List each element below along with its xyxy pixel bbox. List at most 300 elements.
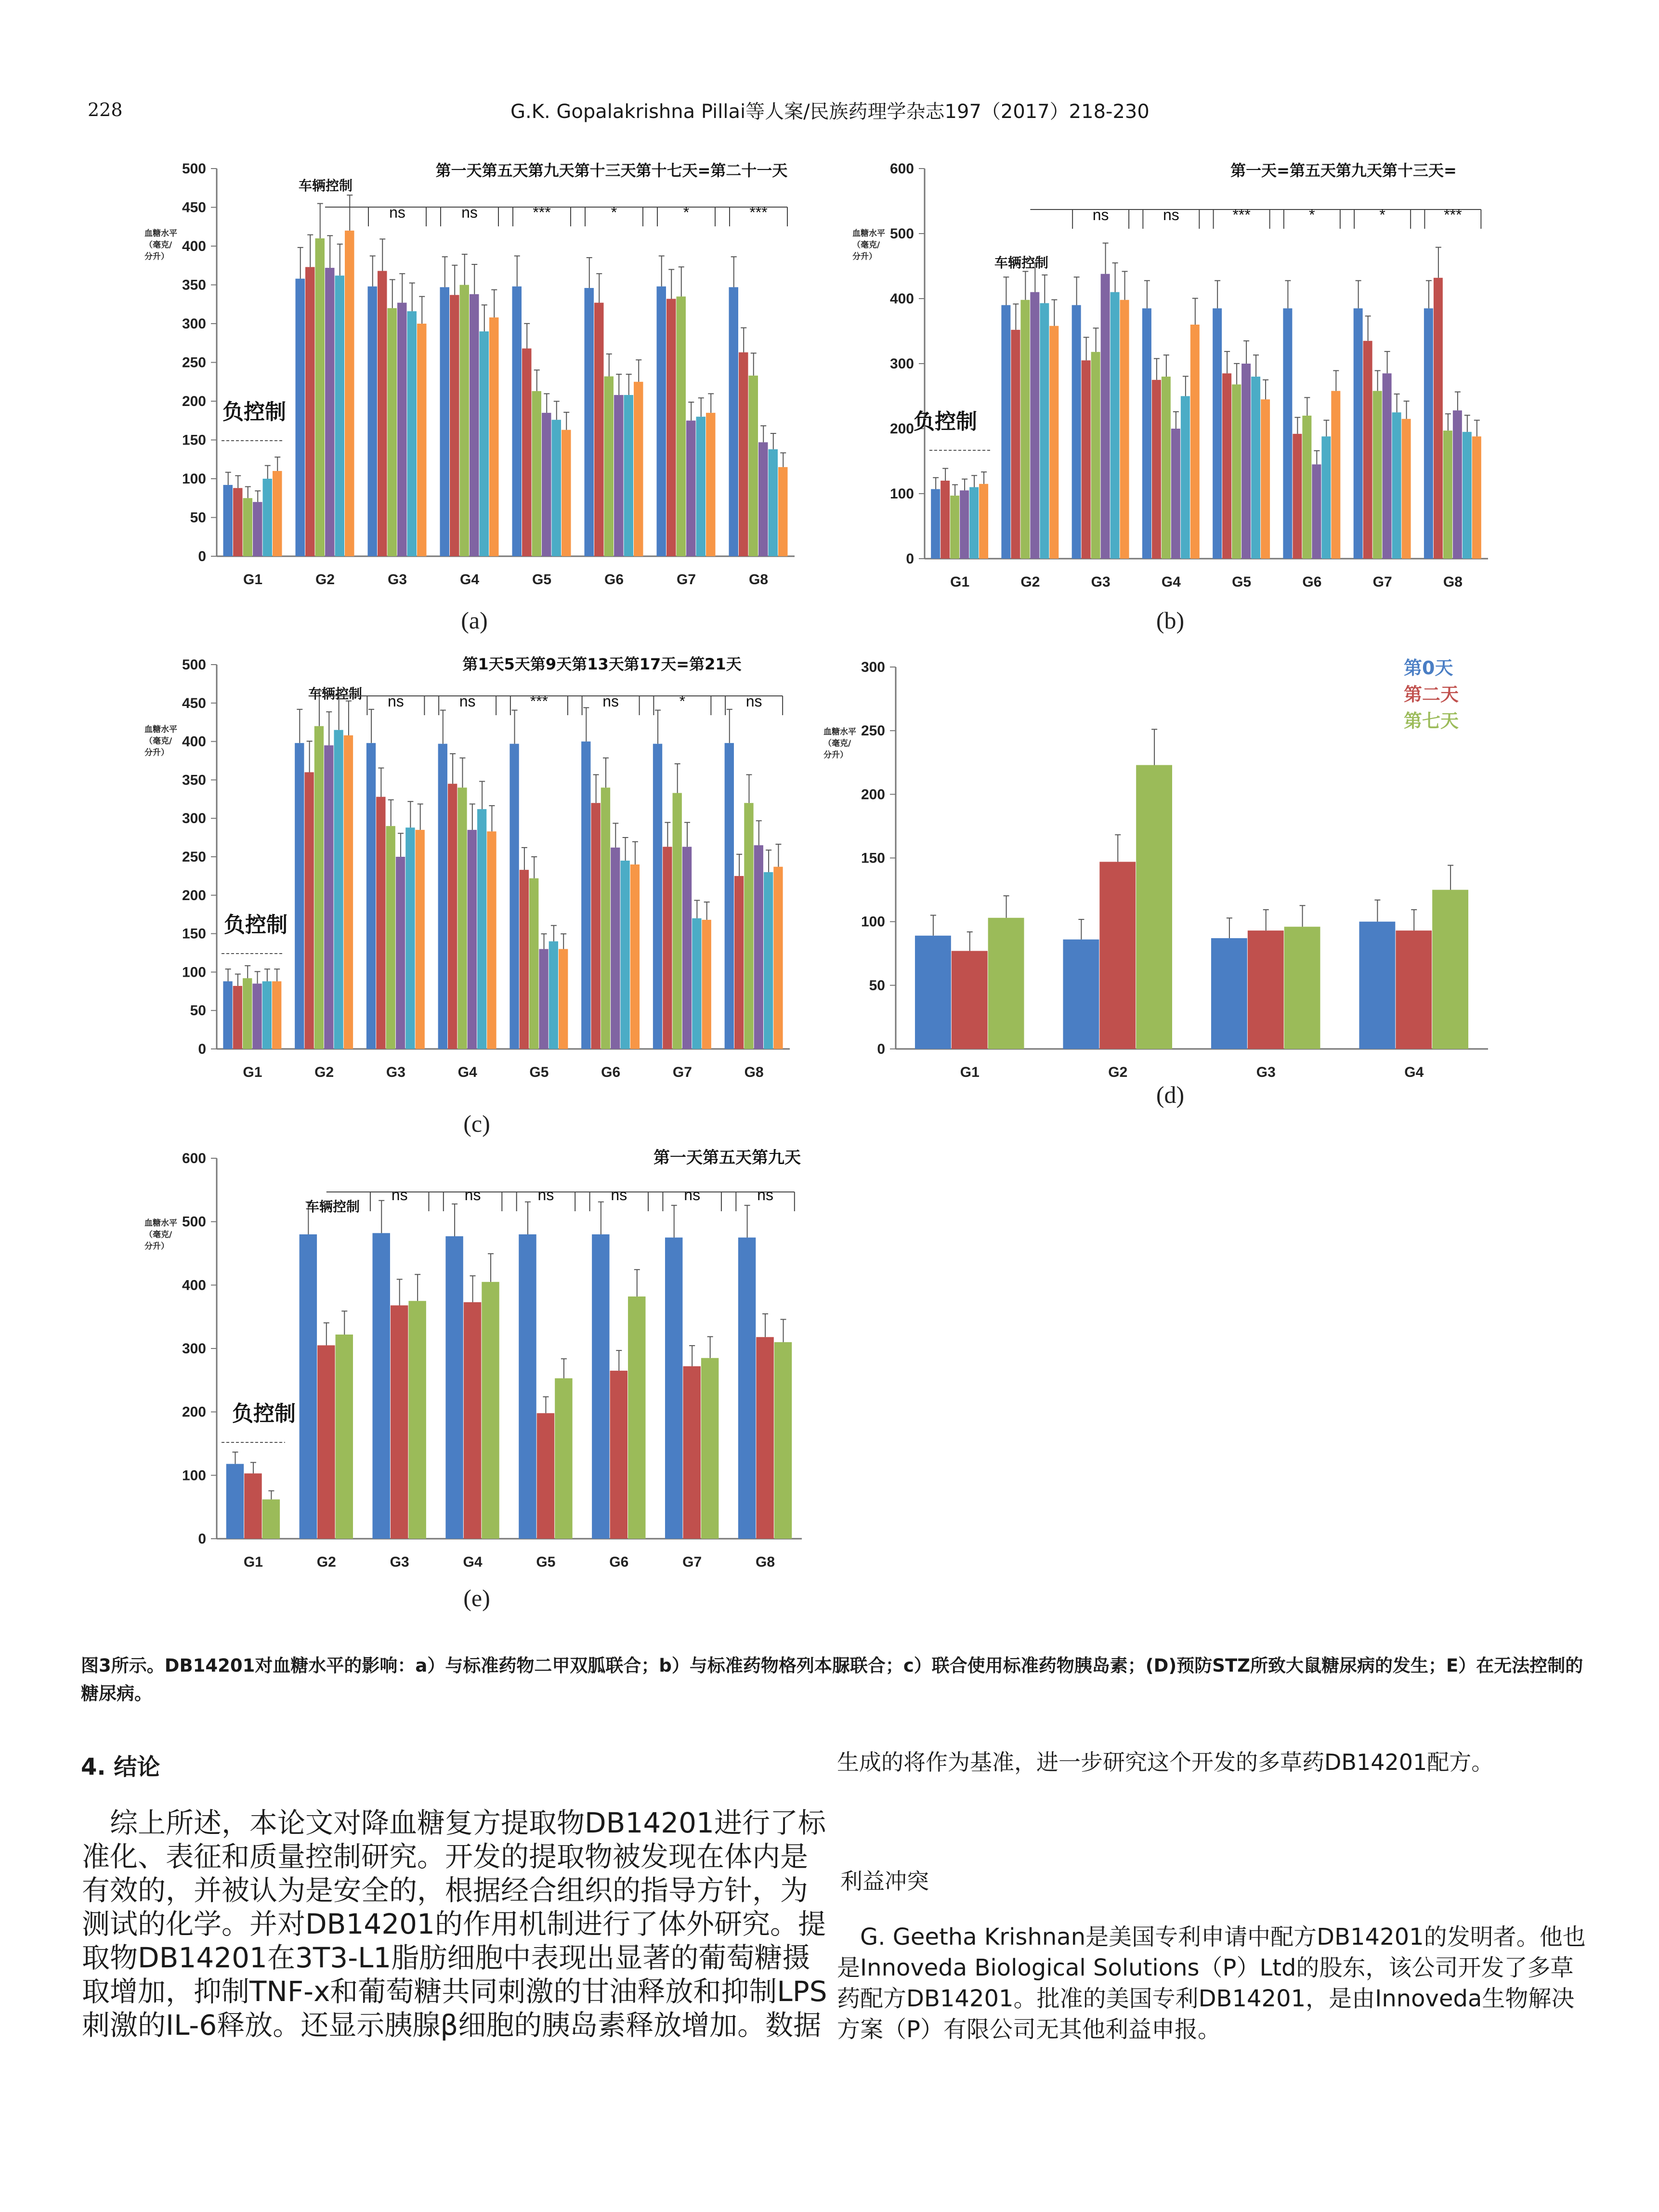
chart-c-bar	[630, 864, 640, 1049]
section-title-conflict-of-interest: 利益冲突	[840, 1868, 929, 1894]
chart-c-bar	[702, 920, 711, 1049]
chart-a-bar	[263, 479, 273, 556]
chart-b-bar	[1213, 308, 1222, 559]
chart-c-y-tick-label: 350	[182, 772, 206, 788]
chart-a-bar	[315, 238, 325, 556]
chart-b-negative-control-label: 负控制	[914, 409, 977, 434]
chart-e-bar	[628, 1296, 645, 1539]
chart-b-bar	[1373, 391, 1382, 559]
chart-b-bar	[979, 484, 988, 559]
chart-c-y-tick-label: 300	[182, 811, 206, 827]
chart-e-significance-label: ns	[464, 1186, 481, 1204]
chart-b-bar	[1472, 436, 1481, 559]
chart-a-title: 第一天第五天第九天第十三天第十七天=第二十一天	[435, 161, 788, 180]
chart-e-y-tick-label: 600	[182, 1151, 206, 1166]
chart-d-category-label: G1	[960, 1064, 980, 1080]
chart-a-category-label: G8	[748, 572, 769, 588]
chart-d-y-tick-label: 200	[861, 786, 885, 803]
chart-d-category-label: G3	[1256, 1064, 1276, 1080]
chart-e-bar	[537, 1413, 554, 1539]
chart-d-bar	[1099, 862, 1136, 1049]
chart-c-bar	[725, 743, 734, 1049]
chart-c-bar	[653, 744, 662, 1049]
chart-d-y-tick-label: 50	[869, 977, 885, 994]
chart-c-bar	[754, 845, 763, 1049]
chart-a-bar	[470, 294, 479, 556]
chart-d-bar	[915, 936, 951, 1049]
running-head: G.K. Gopalakrishna Pillai等人案/民族药理学杂志197（2017）218-230	[510, 101, 1150, 123]
section-title-conclusion: 4. 结论	[81, 1754, 160, 1780]
chart-c-category-label: G7	[672, 1064, 692, 1080]
chart-c-bar	[773, 867, 783, 1049]
chart-c-bar	[539, 949, 548, 1049]
chart-e-bar	[519, 1234, 536, 1539]
chart-b-significance-label: *	[1379, 206, 1385, 223]
chart-e-category-label: G1	[243, 1554, 263, 1570]
chart-c-bar	[611, 848, 620, 1049]
chart-c-category-label: G3	[386, 1064, 405, 1080]
chart-b-bar	[1402, 419, 1411, 559]
chart-b-significance-label: ***	[1232, 206, 1251, 223]
chart-c-bar	[692, 918, 701, 1049]
chart-d-bar	[1136, 765, 1172, 1049]
chart-e-bar	[665, 1238, 682, 1539]
chart-a-bar	[243, 498, 253, 556]
chart-c-bar	[416, 830, 425, 1049]
chart-d-y-tick-label: 250	[861, 723, 885, 739]
chart-d-bar	[1211, 938, 1247, 1049]
chart-e-bar	[300, 1234, 317, 1539]
conflict-of-interest-paragraph: G. Geetha Krishnan是美国专利申请中配方DB14201的发明者。他也是Innoveda Biological Solutions（P）Ltd的股东，该公司开发了多草药配方DB14201。批准的美国专利DB14201，是由Innoveda生物解决方案（P）有限公司无其他利益申报。	[837, 1924, 1586, 2043]
chart-e-significance-label: ns	[611, 1186, 627, 1204]
chart-a-y-tick-label: 150	[182, 432, 206, 448]
chart-b-bar	[1443, 431, 1452, 559]
chart-c-negative-control-label: 负控制	[224, 913, 287, 937]
chart-e-y-tick-label: 400	[182, 1277, 206, 1294]
chart-c-bar	[334, 730, 343, 1049]
chart-c-bar	[223, 982, 232, 1049]
chart-c-bar	[243, 978, 252, 1049]
chart-a-bar	[657, 287, 666, 556]
chart-c-y-label: 血糖水平（毫克/分升）	[144, 725, 177, 758]
chart-e-category-label: G4	[463, 1554, 483, 1570]
chart-b-y-tick-label: 100	[889, 486, 914, 502]
chart-d-legend-item: 第0天	[1404, 657, 1453, 679]
chart-c-bar	[448, 784, 457, 1049]
chart-b-bar	[1120, 300, 1129, 559]
chart-a-bar	[666, 299, 676, 556]
chart-b-bar	[960, 490, 969, 559]
chart-e-title: 第一天第五天第九天	[653, 1148, 801, 1167]
chart-b-significance-label: *	[1309, 206, 1315, 223]
chart-a-bar	[604, 376, 614, 556]
chart-d-y-tick-label: 300	[861, 659, 885, 675]
chart-d-y-tick-label: 100	[861, 914, 885, 930]
chart-a-bar	[233, 488, 243, 556]
chart-b-y-tick-label: 0	[906, 551, 914, 567]
chart-d-bar	[1248, 930, 1284, 1049]
chart-a-bar	[594, 303, 604, 556]
chart-e-bar	[592, 1234, 609, 1539]
chart-b-bar	[1392, 412, 1401, 559]
chart-a-category-label: G6	[604, 572, 624, 588]
chart-d-bar	[1396, 930, 1432, 1049]
chart-e-y-label: 血糖水平（毫克/分升）	[144, 1218, 177, 1251]
chart-e-significance-label: ns	[684, 1186, 701, 1204]
chart-a-bar	[778, 467, 788, 556]
chart-c-bar	[272, 982, 281, 1049]
chart-a-bar	[273, 471, 282, 556]
chart-c-vehicle-control-label: 车辆控制	[308, 686, 363, 702]
chart-a-bar	[614, 395, 624, 556]
chart-e-negative-control-label: 负控制	[232, 1401, 296, 1426]
chart-c-bar	[673, 793, 682, 1049]
chart-a-y-tick-label: 100	[182, 471, 206, 487]
chart-e-bar	[226, 1464, 244, 1539]
chart-c-bar	[764, 872, 773, 1049]
chart-e-significance-label: ns	[537, 1186, 554, 1204]
chart-c-significance-label: ns	[602, 693, 619, 710]
chart-a-category-label: G2	[315, 572, 335, 588]
chart-a-y-tick-label: 250	[182, 354, 206, 371]
chart-d-y-label: 血糖水平（毫克/分升）	[823, 727, 856, 760]
chart-a-bar	[489, 317, 499, 556]
chart-a-bar	[345, 231, 354, 556]
chart-d-y-tick-label: 150	[861, 850, 885, 866]
chart-c-bar	[324, 746, 333, 1049]
chart-a-bar	[450, 295, 459, 556]
chart-e-bar	[738, 1238, 756, 1539]
chart-b-bar	[1011, 330, 1020, 559]
chart-b-y-tick-label: 200	[889, 421, 914, 437]
chart-b-bar	[1251, 377, 1260, 559]
chart-a-significance-label: ns	[389, 204, 405, 221]
chart-b-bar	[1072, 305, 1081, 559]
chart-e-bar	[408, 1301, 426, 1539]
chart-c-bar	[549, 942, 558, 1049]
chart-a-y-tick-label: 450	[182, 199, 206, 216]
chart-a-bar	[368, 287, 378, 556]
chart-c-category-label: G1	[243, 1064, 262, 1080]
chart-c-bar	[509, 744, 519, 1049]
chart-a-bar	[542, 413, 551, 556]
chart-c-bar	[252, 983, 261, 1049]
chart-a-bar	[388, 308, 397, 556]
chart-b-significance-label: ns	[1092, 206, 1109, 223]
chart-b-bar	[941, 481, 950, 559]
chart-c-bar	[295, 743, 304, 1049]
chart-b-bar	[1363, 341, 1372, 559]
chart-e-bar	[317, 1345, 335, 1539]
chart-d-category-label: G4	[1404, 1064, 1424, 1080]
chart-d-bar	[1359, 922, 1395, 1049]
chart-a-bar	[460, 285, 470, 557]
chart-a-category-label: G7	[676, 572, 696, 588]
chart-a-bar	[686, 420, 696, 556]
chart-c-category-label: G8	[744, 1064, 764, 1080]
chart-b-y-tick-label: 300	[889, 356, 914, 372]
chart-c-panel-label: (c)	[463, 1110, 490, 1137]
chart-d-y-tick-label: 0	[877, 1041, 885, 1057]
chart-a-bar	[552, 420, 562, 556]
chart-a-bar	[522, 349, 532, 556]
chart-e-category-label: G2	[316, 1554, 336, 1570]
chart-e-bar	[244, 1473, 261, 1539]
chart-b-bar	[1302, 416, 1311, 559]
chart-a-bar	[758, 442, 768, 556]
chart-a-bar	[296, 279, 305, 556]
chart-e-bar	[683, 1366, 700, 1539]
chart-c-significance-label: *	[679, 693, 686, 710]
chart-e-significance-label: ns	[757, 1186, 773, 1204]
figure-caption: 图3所示。DB14201对血糖水平的影响：a）与标准药物二甲双胍联合；b）与标准药物格列本脲联合；c）联合使用标准药物胰岛素；(D)预防STZ所致大鼠糖尿病的发生；E）在无法控制的糖尿病。	[81, 1655, 1583, 1704]
chart-c-bar	[601, 787, 610, 1049]
chart-a-y-tick-label: 50	[190, 510, 206, 526]
chart-c-y-tick-label: 400	[182, 733, 206, 750]
chart-c-bar	[520, 870, 529, 1049]
chart-a-category-label: G5	[532, 572, 552, 588]
chart-b-bar	[950, 496, 959, 559]
chart-c-bar	[262, 982, 272, 1049]
chart-b-y-label: 血糖水平（毫克/分升）	[852, 229, 885, 262]
chart-e-y-tick-label: 500	[182, 1214, 206, 1230]
chart-b-bar	[1030, 292, 1039, 559]
chart-b-bar	[1321, 436, 1331, 559]
chart-d-bar	[1063, 940, 1099, 1049]
chart-d-bar	[952, 951, 988, 1049]
chart-b-bar	[1261, 399, 1270, 559]
chart-a-bar	[769, 449, 778, 556]
chart-b-bar	[1434, 278, 1443, 559]
chart-b-y-tick-label: 500	[889, 226, 914, 242]
chart-a-bar	[729, 287, 739, 556]
chart-a-bar	[677, 297, 686, 556]
chart-a-bar	[325, 268, 335, 556]
chart-c-bar	[304, 772, 314, 1049]
chart-c-bar	[366, 743, 376, 1049]
chart-a-bar	[624, 395, 634, 556]
chart-c-category-label: G6	[601, 1064, 621, 1080]
chart-a-y-tick-label: 200	[182, 393, 206, 409]
chart-c-bar	[457, 787, 467, 1049]
chart-c-bar	[376, 797, 385, 1049]
chart-d-bar	[988, 918, 1024, 1049]
chart-b-bar	[1222, 373, 1231, 559]
chart-c-category-label: G4	[457, 1064, 477, 1080]
chart-c-bar	[734, 876, 744, 1049]
chart-e-y-tick-label: 0	[198, 1531, 206, 1547]
chart-c-category-label: G2	[314, 1064, 334, 1080]
chart-b-category-label: G8	[1443, 574, 1463, 590]
chart-a-bar	[305, 267, 315, 556]
chart-e-vehicle-control-label: 车辆控制	[306, 1199, 360, 1215]
chart-c-y-tick-label: 450	[182, 695, 206, 711]
chart-e-bar	[336, 1335, 353, 1539]
chart-b-bar	[1049, 326, 1058, 559]
chart-a-bar	[440, 287, 450, 556]
chart-c-bar	[233, 986, 242, 1049]
chart-a-bar	[253, 502, 262, 556]
chart-a-bar	[417, 324, 427, 556]
chart-c-bar	[438, 744, 447, 1049]
chart-c-title: 第1天5天第9天第13天第17天=第21天	[462, 655, 742, 673]
chart-a-bar	[480, 331, 489, 556]
chart-b-bar	[1383, 373, 1392, 559]
chart-e-bar	[372, 1233, 390, 1539]
chart-a-significance-label: *	[683, 204, 690, 221]
chart-b-y-tick-label: 400	[889, 291, 914, 307]
chart-a-significance-label: ***	[749, 204, 768, 221]
chart-c-bar	[405, 827, 415, 1049]
chart-b-bar	[1020, 300, 1030, 559]
chart-c-bar	[620, 861, 629, 1049]
chart-a-category-label: G3	[387, 572, 407, 588]
chart-a-bar	[335, 275, 345, 556]
chart-c-bar	[591, 803, 600, 1049]
chart-e-y-tick-label: 100	[182, 1467, 206, 1484]
chart-c-y-tick-label: 200	[182, 887, 206, 903]
chart-e-y-tick-label: 200	[182, 1404, 206, 1420]
chart-e-bar	[445, 1236, 463, 1539]
chart-c-bar	[314, 726, 324, 1049]
chart-b-bar	[1171, 429, 1180, 559]
chart-d-panel-label: (d)	[1156, 1081, 1185, 1108]
chart-a-significance-label: *	[611, 204, 617, 221]
chart-a-bar	[397, 303, 407, 556]
chart-c-bar	[529, 878, 538, 1049]
chart-b-category-label: G6	[1302, 574, 1322, 590]
chart-e-category-label: G7	[682, 1554, 702, 1570]
chart-c-bar	[477, 809, 486, 1049]
chart-b-vehicle-control-label: 车辆控制	[994, 255, 1049, 271]
chart-c-bar	[682, 847, 692, 1049]
chart-a-bar	[223, 485, 233, 556]
chart-b-bar	[1312, 464, 1321, 559]
chart-b-bar	[1232, 384, 1241, 559]
chart-c-bar	[744, 803, 753, 1049]
chart-e-bar	[610, 1371, 627, 1539]
chart-e-bar	[464, 1302, 481, 1539]
chart-a-bar	[706, 413, 716, 556]
chart-d-category-label: G2	[1108, 1064, 1128, 1080]
chart-a-panel-label: (a)	[461, 607, 488, 634]
chart-a-bar	[749, 376, 758, 556]
chart-b-category-label: G7	[1372, 574, 1392, 590]
chart-c-significance-label: ns	[387, 693, 404, 710]
chart-b-bar	[1040, 303, 1049, 559]
chart-a-bar	[532, 391, 542, 556]
chart-b-category-label: G1	[950, 574, 970, 590]
chart-a-y-tick-label: 0	[198, 549, 206, 564]
chart-e-bar	[262, 1499, 280, 1539]
chart-b-bar	[1152, 380, 1161, 559]
chart-e-significance-label: ns	[391, 1186, 408, 1204]
conclusion-continued: 生成的将作为基准，进一步研究这个开发的多草药DB14201配方。	[837, 1749, 1494, 1775]
chart-b-bar	[1001, 305, 1010, 559]
chart-c-y-tick-label: 100	[182, 964, 206, 981]
chart-e-bar	[774, 1342, 792, 1539]
chart-d-legend-item: 第二天	[1404, 684, 1459, 705]
chart-e-category-label: G3	[390, 1554, 409, 1570]
chart-b-bar	[1424, 308, 1433, 559]
chart-b-bar	[1110, 292, 1120, 559]
chart-a-significance-label: ***	[533, 204, 551, 221]
chart-a-negative-control-label: 负控制	[222, 400, 286, 424]
chart-c-bar	[468, 830, 477, 1049]
chart-a-y-tick-label: 400	[182, 238, 206, 254]
chart-d-bar	[1432, 890, 1468, 1049]
chart-c-significance-label: ***	[530, 693, 549, 710]
chart-b-bar	[1101, 274, 1110, 559]
chart-c-category-label: G5	[529, 1064, 549, 1080]
chart-d-legend-item: 第七天	[1404, 710, 1459, 732]
chart-c-significance-label: ns	[745, 693, 762, 710]
chart-c-bar	[581, 742, 590, 1049]
page-number: 228	[88, 99, 123, 120]
chart-b-category-label: G2	[1020, 574, 1040, 590]
chart-a-significance-label: ns	[461, 204, 478, 221]
chart-b-bar	[1142, 308, 1151, 559]
chart-c-bar	[663, 847, 672, 1049]
chart-b-bar	[1082, 360, 1091, 559]
chart-c-y-tick-label: 150	[182, 926, 206, 942]
chart-a-y-tick-label: 350	[182, 277, 206, 293]
chart-b-bar	[1181, 396, 1190, 559]
chart-b-bar	[1091, 352, 1100, 559]
chart-b-bar	[1190, 325, 1200, 559]
chart-a-bar	[696, 417, 706, 556]
chart-c-y-tick-label: 50	[190, 1003, 206, 1019]
chart-c-y-tick-label: 500	[182, 657, 206, 673]
conclusion-paragraph: 综上所述，本论文对降血糖复方提取物DB14201进行了标准化、表征和质量控制研究。开发的提取物被发现在体内是有效的，并被认为是安全的，根据经合组织的指导方针，为测试的化学。并对DB14201的作用机制进行了体外研究。提取物DB14201在3T3-L1脂肪细胞中表现出显著的葡萄糖摄取增加，抑制TNF-x和葡萄糖共同刺激的甘油释放和抑制LPS刺激的IL-6释放。还显示胰腺β细胞的胰岛素释放增加。数据	[82, 1806, 827, 2042]
chart-a-vehicle-control-label: 车辆控制	[299, 178, 353, 194]
chart-b-bar	[969, 487, 979, 559]
chart-b-significance-label: ***	[1444, 206, 1462, 223]
chart-c-bar	[559, 949, 568, 1049]
chart-b-y-tick-label: 600	[889, 161, 914, 177]
chart-c-significance-label: ns	[459, 693, 476, 710]
chart-a-bar	[739, 353, 748, 556]
chart-e-bar	[701, 1358, 718, 1539]
chart-e-bar	[391, 1305, 408, 1539]
chart-e-bar	[482, 1282, 499, 1539]
chart-a-bar	[634, 382, 643, 556]
chart-b-category-label: G4	[1161, 574, 1181, 590]
chart-e-bar	[555, 1378, 572, 1539]
chart-e-category-label: G5	[536, 1554, 556, 1570]
chart-a-bar	[585, 288, 594, 556]
chart-b-bar	[1331, 391, 1340, 559]
chart-b-bar	[1241, 364, 1251, 559]
chart-b-significance-label: ns	[1163, 206, 1179, 223]
chart-c-bar	[396, 857, 405, 1049]
chart-b-bar	[1162, 377, 1171, 559]
chart-b-panel-label: (b)	[1156, 607, 1185, 634]
chart-e-y-tick-label: 300	[182, 1341, 206, 1357]
chart-a-bar	[378, 271, 387, 556]
chart-a-bar	[407, 311, 417, 556]
chart-a-y-label: 血糖水平（毫克/分升）	[144, 229, 177, 262]
chart-b-bar	[1283, 308, 1292, 559]
chart-b-category-label: G3	[1091, 574, 1110, 590]
chart-c-y-tick-label: 250	[182, 849, 206, 865]
chart-b-category-label: G5	[1232, 574, 1252, 590]
chart-e-category-label: G8	[756, 1554, 775, 1570]
chart-a-y-tick-label: 300	[182, 316, 206, 332]
chart-a-bar	[562, 430, 571, 556]
chart-c-y-tick-label: 0	[198, 1041, 206, 1057]
chart-c-bar	[487, 831, 496, 1049]
